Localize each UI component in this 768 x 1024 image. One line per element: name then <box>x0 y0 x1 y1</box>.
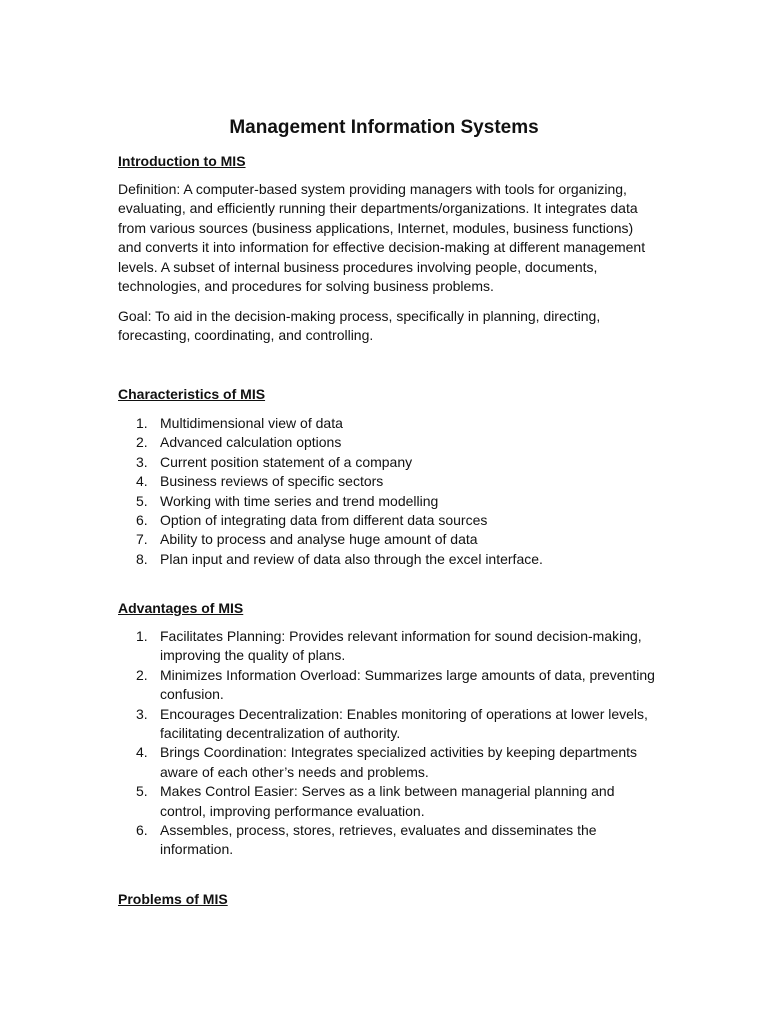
list-item-number: 6. <box>136 822 148 839</box>
list-item-text: Minimizes Information Overload: Summarizes large amounts of data, preventing confusion. <box>160 666 655 703</box>
list-item <box>118 433 658 452</box>
list-item <box>118 782 658 821</box>
document-title: Management Information Systems <box>229 117 539 138</box>
advantages-heading: Advantages of MIS <box>118 600 244 616</box>
list-item-number: 2. <box>136 666 148 683</box>
advantages-list <box>118 627 658 860</box>
intro-heading: Introduction to MIS <box>118 153 246 169</box>
list-item-number: 6. <box>136 512 148 529</box>
list-item-number: 3. <box>136 453 148 470</box>
intro-goal: Goal: To aid in the decision-making process, specifically in planning, directing, forecasting, coordinating, and controlling. <box>118 308 601 344</box>
list-item-number: 5. <box>136 783 148 800</box>
list-item-text: Encourages Decentralization: Enables monitoring of operations at lower levels, facilitating decentralization of authority. <box>160 705 648 742</box>
list-item-text: Makes Control Easier: Serves as a link between managerial planning and control, improving performance evaluation. <box>160 783 615 819</box>
list-item-number: 7. <box>136 531 148 548</box>
list-item <box>118 627 658 666</box>
list-item-number: 1. <box>136 415 148 431</box>
list-item-text: Working with time series and trend modelling <box>160 492 439 509</box>
list-item-text: Business reviews of specific sectors <box>160 473 384 490</box>
list-item-number: 8. <box>136 550 148 567</box>
list-item <box>118 511 658 530</box>
list-item-number: 1. <box>136 628 148 644</box>
list-item-number: 4. <box>136 744 148 761</box>
list-item-text: Current position statement of a company <box>160 453 413 470</box>
characteristics-list <box>118 414 658 569</box>
list-item-text: Option of integrating data from different data sources <box>160 512 488 529</box>
list-item-text: Ability to process and analyse huge amount of data <box>160 531 478 548</box>
list-item-number: 5. <box>136 492 148 509</box>
list-item-text: Facilitates Planning: Provides relevant information for sound decision-making, improving the quality of plans. <box>160 628 642 664</box>
list-item <box>118 821 658 860</box>
list-item <box>118 472 658 491</box>
characteristics-heading: Characteristics of MIS <box>118 386 266 402</box>
list-item-text: Advanced calculation options <box>160 434 342 451</box>
list-item <box>118 666 658 705</box>
intro-definition: Definition: A computer-based system providing managers with tools for organizing, evaluating, and efficiently running their departments/organizations. It integrates data from various sources (business applications, Internet, modules, business functions) and converts it into information for effective decision-making at different management levels. A subset of internal business procedures involving people, documents, technologies, and procedures for solving business problems. <box>118 181 646 295</box>
list-item <box>118 743 658 782</box>
list-item-text: Plan input and review of data also through the excel interface. <box>160 550 543 567</box>
list-item-number: 2. <box>136 434 148 451</box>
list-item <box>118 414 658 433</box>
list-item-text: Multidimensional view of data <box>160 415 343 431</box>
problems-heading: Problems of MIS <box>118 891 228 907</box>
list-item-text: Assembles, process, stores, retrieves, evaluates and disseminates the information. <box>160 822 597 858</box>
list-item-text: Brings Coordination: Integrates specialized activities by keeping departments aware of each other’s needs and problems. <box>160 744 638 780</box>
list-item <box>118 530 658 549</box>
list-item-number: 4. <box>136 473 148 490</box>
list-item <box>118 492 658 511</box>
list-item <box>118 550 658 569</box>
list-item <box>118 705 658 744</box>
list-item-number: 3. <box>136 705 148 722</box>
list-item <box>118 453 658 472</box>
